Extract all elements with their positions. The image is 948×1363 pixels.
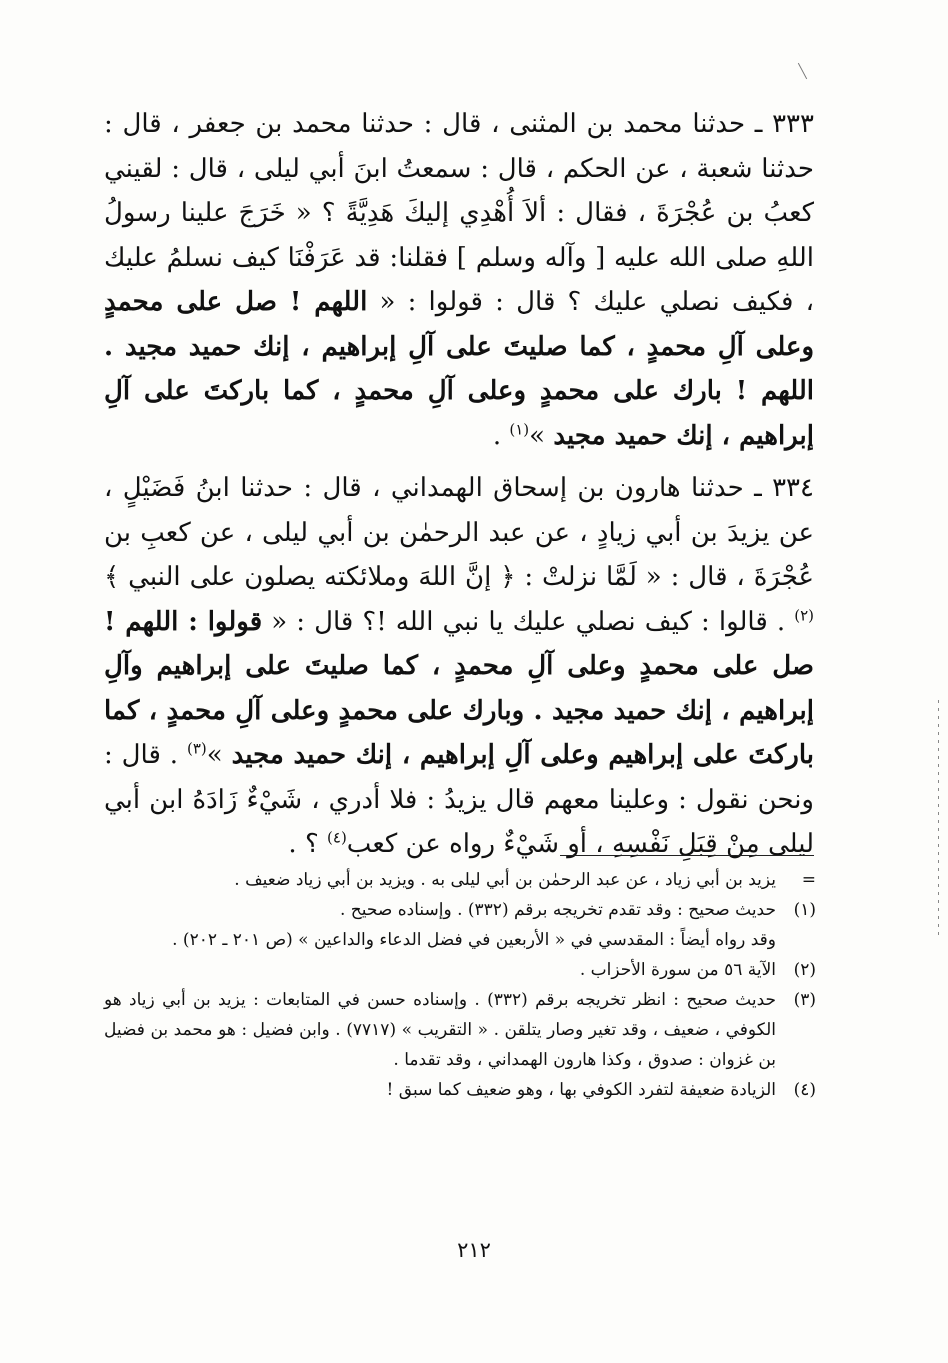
footnote-marker: =	[801, 870, 816, 890]
hadith-333	[104, 102, 814, 458]
footnote-line: الآية ٥٦ من سورة الأحزاب .	[579, 960, 776, 980]
footnote-line: حديث صحيح : انظر تخريجه برقم (٣٣٢) . وإسناده حسن في المتابعات : يزيد بن أبي زياد هو الكوفي ، ضعيف ، وقد تغير وصار يتلقن . « التقريب » (٧٧١٧) . وابن فضيل : هو محمد بن فضيل بن غزوان : صدوق ، وكذا هارون الهمداني ، وقد تقدما .	[104, 990, 776, 1070]
footnote-line: وقد رواه أيضاً : المقدسي في « الأربعين في فضل الدعاء والداعين » (ص ٢٠١ ـ ٢٠٢) .	[172, 930, 776, 950]
footnote-line: يزيد بن أبي زياد ، عن عبد الرحمٰن بن أبي ليلى به . ويزيد بن أبي زياد ضعيف .	[234, 870, 776, 890]
scan-mark	[798, 63, 807, 79]
text-segment: »	[206, 740, 232, 770]
footnote-text	[104, 865, 776, 895]
footnote-1	[104, 895, 816, 955]
hadith-334	[104, 466, 814, 867]
footnote-marker: (٣)	[793, 990, 816, 1010]
text-segment: .	[492, 420, 510, 451]
page-number: ٢١٢	[457, 1238, 491, 1262]
footnote-marker: (١)	[793, 900, 816, 920]
footnote-marker: (٤)	[793, 1080, 816, 1100]
footnotes	[104, 865, 816, 1105]
footnote-line: الزيادة ضعيفة لتفرد الكوفي بها ، وهو ضعيف كما سبق !	[386, 1080, 776, 1100]
footnote-line: حديث صحيح : وقد تقدم تخريجه برقم (٣٣٢) . وإسناده صحيح .	[340, 900, 776, 920]
footnote-ref: (٢)	[794, 605, 814, 624]
footnote-continued	[104, 865, 816, 895]
footnote-ref: (٤)	[327, 828, 347, 847]
prayer-text: اللهم ! صل على محمدٍ وعلى آلِ محمدٍ ، كما صليتَ على آلِ إبراهيم ، إنك حميد مجيد . اللهم ! بارك على محمدٍ وعلى آلِ محمدٍ ، كما باركتَ على آلِ إبراهيم ، إنك حميد مجيد	[104, 287, 814, 451]
footnote-4	[104, 1075, 816, 1105]
footnote-text	[104, 1075, 776, 1105]
page-edge-mark	[938, 700, 939, 940]
footnote-text	[104, 955, 776, 985]
footnote-ref: (٣)	[186, 739, 207, 758]
prayer-text: قولوا : اللهم ! صل على محمدٍ وعلى آلِ محمدٍ ، كما صليتَ على إبراهيم وآلِ إبراهيم ، إنك حميد مجيد . وبارك على محمدٍ وعلى آلِ محمدٍ ، كما باركتَ على إبراهيم وعلى آلِ إبراهيم ، إنك حميد مجيد	[104, 606, 815, 770]
text-segment: »	[529, 420, 554, 451]
footnote-ref: (١)	[509, 419, 530, 438]
text-segment: ٣٣٣ ـ حدثنا محمد بن المثنى ، قال : حدثنا محمد بن جعفر ، قال : حدثنا شعبة ، عن الحكم ، قال : سمعتُ ابنَ أبي ليلى ، قال : لقيني كعبُ بن عُجْرَةَ ، فقال : ألاَ أُهْدِي إليكَ هَدِيَّةً ؟ « خَرَجَ علينا رسولُ اللهِ صلى الله عليه [ وآله وسلم ] فقلنا: قد عَرَفْنَا كيف نسلمُ عليك ، فكيف نصلي عليك ؟ قال : قولوا : «	[104, 109, 814, 317]
text-segment: . قالوا : كيف نصلي عليك يا نبي الله !؟ قال : «	[262, 606, 795, 637]
footnote-marker: (٢)	[793, 960, 816, 980]
footnote-separator	[560, 855, 814, 856]
footnote-text	[104, 985, 776, 1075]
footnote-2	[104, 955, 816, 985]
text-segment: ؟ .	[288, 829, 328, 859]
text-segment: . قال : ونحن نقول : وعلينا معهم قال يزيدُ : فلا أدري ، شَيْءٌ زَادَهُ ابن أبي ليلى مِنْ قِبَلِ نَفْسِهِ ، أو شَيْءٌ رواه عن كعب	[104, 740, 814, 859]
text-segment: ٣٣٤ ـ حدثنا هارون بن إسحاق الهمداني ، قال : حدثنا ابنُ فَضَيْلٍ ، عن يزيدَ بن أبي زيادٍ ، عن عبد الرحمٰن بن أبي ليلى ، عن كعبِ بن عُجْرَةَ ، قال : « لَمَّا نزلتْ : ﴿ إنَّ اللهَ وملائكته يصلون على النبي ﴾	[104, 473, 814, 592]
footnote-3	[104, 985, 816, 1075]
hadith-text	[104, 102, 814, 867]
footnote-text	[104, 895, 776, 955]
